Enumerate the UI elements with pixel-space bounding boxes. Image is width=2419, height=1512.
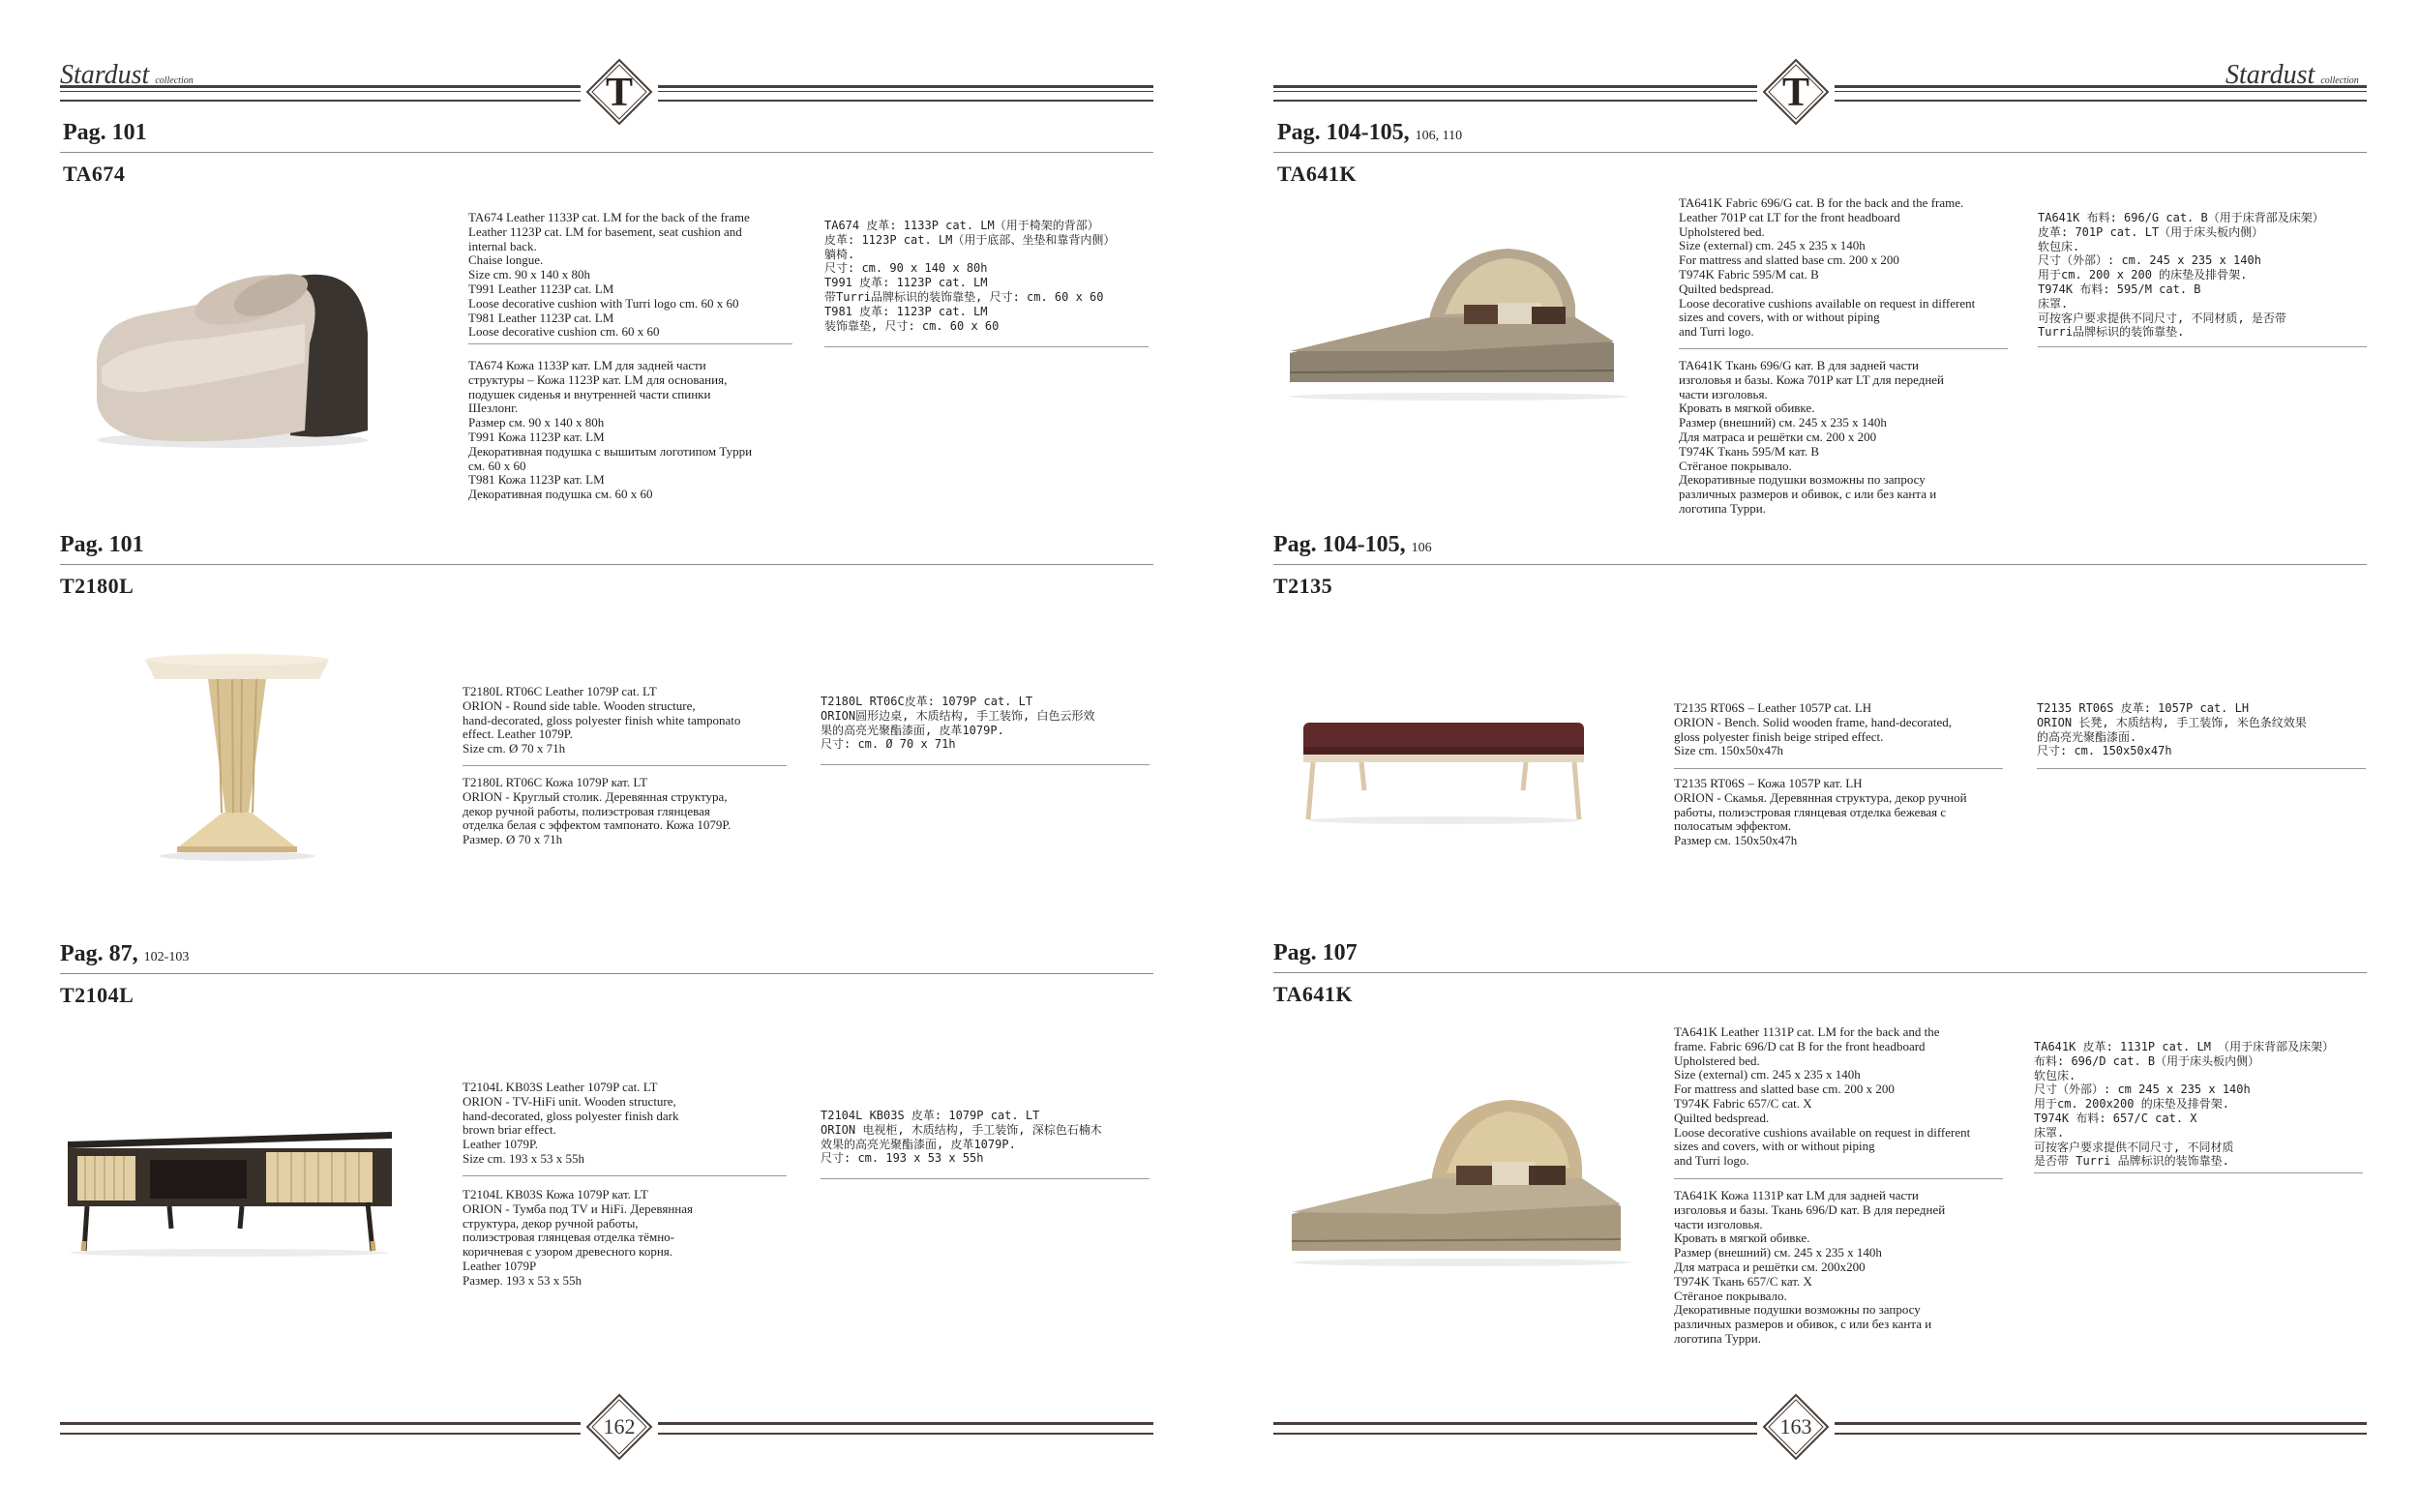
page-number: 162 bbox=[603, 1414, 636, 1438]
product-code: TA674 bbox=[63, 162, 126, 186]
catalog-page-right bbox=[1210, 0, 2419, 1512]
text-separator bbox=[2037, 768, 2366, 769]
pag-label: Pag. 101 bbox=[63, 120, 147, 145]
pag-label: Pag. 104-105, bbox=[1273, 532, 1406, 557]
logo-letter: T bbox=[1781, 71, 1810, 115]
pag-label: Pag. 104-105, bbox=[1277, 120, 1410, 145]
text-separator bbox=[2034, 1172, 2363, 1173]
page-reference bbox=[60, 941, 189, 967]
page-number: 163 bbox=[1779, 1414, 1812, 1438]
description-ru: T2135 RT06S – Кожа 1057P кат. LH ORION - Скамья. Деревянная структура, декор ручной работы, полиэстровая глянцевая отделка бежевая с полосатым эффектом. Размер см. 150x50x47h bbox=[1674, 776, 1967, 848]
text-separator bbox=[2038, 346, 2367, 347]
text-separator bbox=[463, 765, 787, 766]
section-rule bbox=[1273, 152, 2367, 153]
upholstered-bed-image bbox=[1285, 247, 1633, 401]
footer-rule bbox=[1273, 1422, 1757, 1435]
pag-label: Pag. 101 bbox=[60, 532, 144, 557]
text-separator bbox=[1674, 1178, 2003, 1179]
description-zh: T2180L RT06C皮革: 1079P cat. LT ORION圆形边桌, 木质结构, 手工装饰, 白色云形效 果的高亮光聚酯漆面, 皮革1079P. 尺寸: cm. Ø 70 x 71h bbox=[821, 695, 1095, 752]
turri-logo-icon bbox=[585, 58, 653, 126]
turri-logo-icon bbox=[1762, 58, 1830, 126]
text-separator bbox=[1674, 768, 2003, 769]
description-ru: TA641K Ткань 696/G кат. B для задней части изголовья и базы. Кожа 701P кат LT для передней части изголовья. Кровать в мягкой обивке. Размер (внешний) см. 245 x 235 x 140h Для матраса и решётки см. 200 x 200 T974K Ткань 595/M кат. B Стёганое покрывало. Декоративные подушки возможны по запросу различных размеров и обивок, с или без канта и логотипа Турри. bbox=[1679, 358, 1945, 516]
description-en: T2135 RT06S – Leather 1057P cat. LH ORION - Bench. Solid wooden frame, hand-decorated, gloss polyester finish beige striped effect. Size cm. 150x50x47h bbox=[1674, 700, 1952, 758]
header-rule-left-a bbox=[60, 85, 581, 102]
text-separator bbox=[463, 1175, 787, 1176]
text-separator bbox=[821, 764, 1150, 765]
header-rule-left-b bbox=[658, 85, 1153, 102]
footer-rule bbox=[1835, 1422, 2367, 1435]
description-ru: T2180L RT06C Кожа 1079P кат. LT ORION - Круглый столик. Деревянная структура, декор ручной работы, полиэстровая глянцевая отделка белая с эффектом тампонато. Кожа 1079P. Размер. Ø 70 x 71h bbox=[463, 775, 732, 847]
description-ru: TA641K Кожа 1131P кат LM для задней части изголовья и базы. Ткань 696/D кат. B для передней части изголовья. Кровать в мягкой обивке. Размер (внешний) см. 245 x 235 x 140h Для матраса и решётки см. 200x200 T974K Ткань 657/C кат. X Стёганое покрывало. Декоративные подушки возможны по запросу различных размеров и обивок, с или без канта и логотипа Турри. bbox=[1674, 1188, 1946, 1346]
bench-image bbox=[1299, 718, 1589, 824]
text-separator bbox=[1679, 348, 2008, 349]
pag-sub: 106, 110 bbox=[1415, 129, 1463, 143]
text-separator bbox=[824, 346, 1149, 347]
page-number-badge bbox=[1762, 1393, 1830, 1461]
product-code: TA641K bbox=[1277, 162, 1358, 186]
product-code: T2180L bbox=[60, 574, 134, 598]
brand-collection: collection bbox=[155, 75, 194, 86]
section-rule bbox=[60, 152, 1153, 153]
description-zh: T2104L KB03S 皮革: 1079P cat. LT ORION 电视柜, 木质结构, 手工装饰, 深棕色石楠木 效果的高亮光聚酯漆面, 皮革1079P. 尺寸: cm. 193 x 53 x 55h bbox=[821, 1109, 1102, 1166]
description-ru: TA674 Кожа 1133P кат. LM для задней части структуры – Кожа 1123P кат. LM для основания, подушек сиденья и внутренней части спинки Шезлонг. Размер см. 90 x 140 x 80h T991 Кожа 1123P кат. LM Декоративная подушка с вышитым логотипом Турри см. 60 x 60 T981 Кожа 1123P кат. LM Декоративная подушка см. 60 x 60 bbox=[468, 358, 753, 502]
description-en: T2104L KB03S Leather 1079P cat. LT ORION - TV-HiFi unit. Wooden structure, hand-decorated, gloss polyester finish dark brown briar effect. Leather 1079P. Size cm. 193 x 53 x 55h bbox=[463, 1080, 679, 1166]
description-en: TA674 Leather 1133P cat. LM for the back of the frame Leather 1123P cat. LM for basement, seat cushion and internal back. Chaise longue. Size cm. 90 x 140 x 80h T991 Leather 1123P cat. LM Loose decorative cushion with Turri logo cm. 60 x 60 T981 Leather 1123P cat. LM Loose decorative cushion cm. 60 x 60 bbox=[468, 210, 750, 340]
brand-name: Stardust bbox=[60, 60, 150, 90]
pag-label: Pag. 87, bbox=[60, 941, 138, 966]
description-en: T2180L RT06C Leather 1079P cat. LT ORION - Round side table. Wooden structure, hand-decorated, gloss polyester finish white tamponato effect. Leather 1079P. Size cm. Ø 70 x 71h bbox=[463, 684, 741, 756]
page-reference bbox=[1273, 940, 1358, 966]
page-number-badge bbox=[585, 1393, 653, 1461]
section-rule bbox=[1273, 564, 2367, 565]
description-zh: T2135 RT06S 皮革: 1057P cat. LH ORION 长凳, 木质结构, 手工装饰, 米色条纹效果 的高亮光聚酯漆面. 尺寸: cm. 150x50x47h bbox=[2037, 701, 2307, 758]
page-reference bbox=[1273, 532, 1432, 558]
product-code: T2135 bbox=[1273, 574, 1333, 598]
pag-sub: 102-103 bbox=[143, 950, 190, 964]
brand-name: Stardust bbox=[2225, 60, 2315, 90]
text-separator bbox=[468, 343, 792, 344]
round-side-table-image bbox=[140, 648, 334, 861]
section-rule bbox=[60, 564, 1153, 565]
logo-letter: T bbox=[605, 71, 634, 115]
page-reference bbox=[1277, 120, 1462, 146]
brand-collection: collection bbox=[2320, 75, 2359, 86]
product-code: T2104L bbox=[60, 983, 134, 1007]
pag-label: Pag. 107 bbox=[1273, 940, 1358, 965]
product-code: TA641K bbox=[1273, 982, 1354, 1006]
description-en: TA641K Fabric 696/G cat. B for the back and the frame. Leather 701P cat LT for the front headboard Upholstered bed. Size (external) cm. 245 x 235 x 140h For mattress and slatted base cm. 200 x 200 T974K Fabric 595/M cat. B Quilted bedspread. Loose decorative cushions available on request in different sizes and covers, with or without piping and Turri logo. bbox=[1679, 195, 1976, 340]
pag-sub: 106 bbox=[1411, 541, 1432, 555]
footer-rule bbox=[658, 1422, 1153, 1435]
section-rule bbox=[60, 973, 1153, 974]
tv-hifi-unit-image bbox=[63, 1127, 397, 1258]
description-zh: TA641K 皮革: 1131P cat. LM （用于床背部及床架） 布料: 696/D cat. B（用于床头板内侧） 软包床. 尺寸（外部）: cm 245 x 235 x 140h 用于cm. 200x200 的床垫及排骨架. T974K 布料: 657/C cat. X 床罩. 可按客户要求提供不同尺寸, 不同材质 是否带 Turri 品牌标识的装饰靠垫. bbox=[2034, 1040, 2335, 1169]
page-reference bbox=[63, 120, 147, 146]
footer-rule bbox=[60, 1422, 581, 1435]
header-rule-right-a bbox=[1273, 85, 1757, 102]
description-zh: TA641K 布料: 696/G cat. B（用于床背部及床架） 皮革: 701P cat. LT（用于床头板内侧） 软包床. 尺寸（外部）: cm. 245 x 235 x 140h 用于cm. 200 x 200 的床垫及排骨架. T974K 布料: 595/M cat. B 床罩. 可按客户要求提供不同尺寸, 不同材质, 是否带 Turri品牌标识的装饰靠垫. bbox=[2038, 211, 2324, 340]
text-separator bbox=[821, 1178, 1150, 1179]
description-ru: T2104L KB03S Кожа 1079P кат. LT ORION - Тумба под TV и HiFi. Деревянная структура, декор ручной работы, полиэстровая глянцевая отделка тёмно- коричневая с узором древесного корня. Leather 1079P Размер. 193 x 53 x 55h bbox=[463, 1187, 693, 1288]
chaise-longue-image bbox=[87, 247, 377, 450]
upholstered-bed-image bbox=[1287, 1098, 1635, 1267]
section-rule bbox=[1273, 972, 2367, 973]
description-en: TA641K Leather 1131P cat. LM for the back and the frame. Fabric 696/D cat B for the front headboard Upholstered bed. Size (external) cm. 245 x 235 x 140h For mattress and slatted base cm. 200 x 200 T974K Fabric 657/C cat. X Quilted bedspread. Loose decorative cushions available on request in different sizes and covers, with or without piping and Turri logo. bbox=[1674, 1024, 1971, 1169]
brand-logo bbox=[2225, 60, 2359, 91]
description-zh: TA674 皮革: 1133P cat. LM（用于椅架的背部） 皮革: 1123P cat. LM（用于底部、坐垫和靠背内侧） 躺椅. 尺寸: cm. 90 x 140 x 80h T991 皮革: 1123P cat. LM 带Turri品牌标识的装饰靠垫, 尺寸: cm. 60 x 60 T981 皮革: 1123P cat. LM 装饰靠垫, 尺寸: cm. 60 x 60 bbox=[824, 219, 1116, 333]
page-reference bbox=[60, 532, 144, 558]
